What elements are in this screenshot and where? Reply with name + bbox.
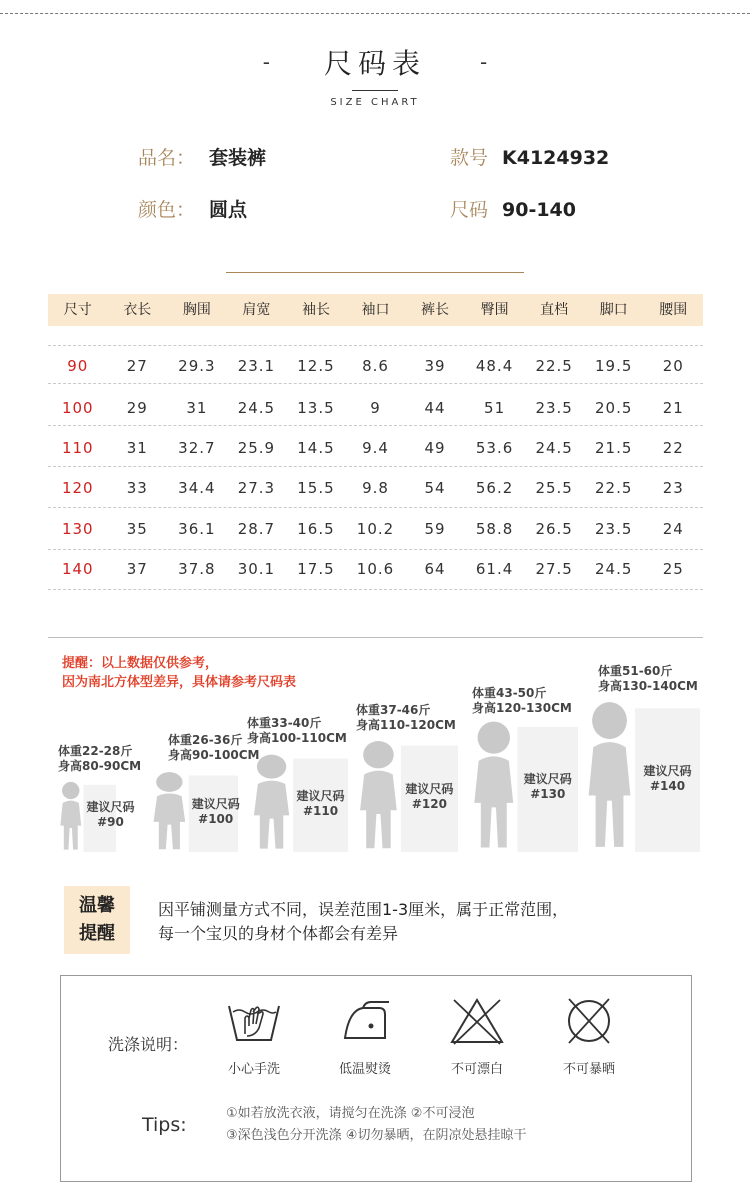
size-range-label: 尺码 bbox=[450, 199, 489, 221]
figure-height: 身高120-130CM bbox=[472, 701, 572, 715]
suggested-size-label: 建议尺码 bbox=[405, 782, 454, 796]
suggested-size bbox=[293, 789, 348, 819]
product-name-field bbox=[138, 143, 266, 170]
care-item-label: 不可漂白 bbox=[450, 1062, 503, 1077]
table-cell: 22.5 bbox=[594, 479, 633, 497]
warm-tip-title-line: 提醒 bbox=[79, 923, 115, 944]
header-cell: 袖口 bbox=[361, 302, 390, 318]
row-divider bbox=[48, 345, 703, 346]
suggested-size-label: 建议尺码 bbox=[643, 764, 692, 778]
table-cell: 24.5 bbox=[237, 399, 276, 417]
style-number-field bbox=[450, 143, 609, 170]
suggested-size-value: #90 bbox=[97, 815, 124, 829]
low-iron-icon bbox=[335, 996, 395, 1046]
suggested-size-value: #140 bbox=[649, 779, 686, 793]
table-cell: 27.5 bbox=[535, 560, 573, 578]
table-cell: 44 bbox=[424, 399, 446, 417]
size-cell: 90 bbox=[67, 357, 89, 375]
table-cell: 58.8 bbox=[475, 520, 514, 538]
table-cell: 25 bbox=[662, 560, 684, 578]
table-cell: 37.8 bbox=[178, 560, 216, 578]
product-name-label: 品名： bbox=[138, 147, 196, 169]
page-title: 尺码表 bbox=[323, 47, 426, 80]
care-item-label: 低温熨烫 bbox=[338, 1062, 391, 1077]
table-cell: 9 bbox=[370, 399, 381, 417]
table-cell: 29.3 bbox=[178, 357, 216, 375]
figure-height: 身高110-120CM bbox=[356, 718, 456, 732]
style-number-value: K4124932 bbox=[502, 147, 610, 169]
table-cell: 53.6 bbox=[475, 439, 514, 457]
size-range-field bbox=[450, 195, 576, 222]
title-block bbox=[0, 42, 750, 108]
suggested-size-value: #110 bbox=[302, 804, 339, 818]
page-subtitle: SIZE CHART bbox=[330, 97, 420, 108]
suggested-size bbox=[84, 800, 138, 830]
size-cell: 100 bbox=[61, 399, 94, 417]
table-cell: 12.5 bbox=[297, 357, 335, 375]
no-tumble-dry-icon bbox=[560, 996, 618, 1046]
table-cell: 9.8 bbox=[362, 479, 389, 497]
header-cell: 臀围 bbox=[480, 302, 509, 318]
table-cell: 54 bbox=[424, 479, 446, 497]
table-cell: 31 bbox=[186, 399, 208, 417]
table-cell: 23.5 bbox=[594, 520, 633, 538]
care-item-low-iron bbox=[320, 996, 410, 1077]
section-divider bbox=[48, 637, 703, 638]
figure-weight: 体重51-60斤 bbox=[598, 664, 673, 678]
figure-caption bbox=[58, 744, 141, 774]
figure-caption bbox=[168, 733, 259, 763]
table-row bbox=[48, 472, 703, 504]
title-underline bbox=[352, 90, 398, 91]
color-label: 颜色： bbox=[138, 199, 196, 221]
table-cell: 24.5 bbox=[594, 560, 633, 578]
table-cell: 25.5 bbox=[535, 479, 573, 497]
table-cell: 34.4 bbox=[178, 479, 216, 497]
warm-tip-title-line: 温馨 bbox=[79, 895, 115, 916]
suggested-size-value: #100 bbox=[198, 812, 234, 826]
table-cell: 19.5 bbox=[594, 357, 633, 375]
table-cell: 17.5 bbox=[297, 560, 335, 578]
table-row bbox=[48, 350, 703, 382]
tips-line: ③深色浅色分开洗涤 ④切勿暴晒，在阴凉处悬挂晾干 bbox=[226, 1128, 527, 1143]
reminder-line: 提醒：以上数据仅供参考， bbox=[62, 656, 219, 671]
table-cell: 21 bbox=[662, 399, 684, 417]
row-divider bbox=[48, 425, 703, 426]
no-bleach-icon bbox=[448, 996, 506, 1046]
table-cell: 36.1 bbox=[178, 520, 216, 538]
figure-weight: 体重33-40斤 bbox=[247, 716, 322, 730]
suggested-size bbox=[189, 797, 243, 827]
table-cell: 59 bbox=[424, 520, 446, 538]
header-cell: 尺寸 bbox=[63, 302, 92, 318]
figure-height: 身高90-100CM bbox=[168, 748, 260, 762]
size-table-header bbox=[48, 294, 703, 326]
size-cell: 130 bbox=[61, 520, 94, 538]
table-cell: 33 bbox=[126, 479, 148, 497]
style-number-label: 款号 bbox=[450, 147, 489, 169]
table-row bbox=[48, 513, 703, 545]
row-divider bbox=[48, 589, 703, 590]
suggested-size-value: #130 bbox=[530, 787, 566, 801]
tips-line: ①如若放洗衣液，请搅匀在洗涤 ②不可浸泡 bbox=[226, 1106, 475, 1121]
reminder-text bbox=[62, 654, 296, 692]
header-cell: 脚口 bbox=[599, 302, 628, 318]
header-cell: 衣长 bbox=[123, 302, 152, 318]
warm-tip-line: 每一个宝贝的身材个体都会有差异 bbox=[158, 924, 399, 943]
warm-tip-text bbox=[158, 898, 568, 946]
table-cell: 64 bbox=[424, 560, 446, 578]
care-item-no-bleach bbox=[432, 996, 522, 1077]
table-cell: 56.2 bbox=[475, 479, 514, 497]
table-cell: 23.1 bbox=[237, 357, 276, 375]
table-cell: 16.5 bbox=[297, 520, 335, 538]
title-dash-left: - bbox=[262, 50, 270, 74]
table-cell: 22 bbox=[662, 439, 684, 457]
size-cell: 140 bbox=[61, 560, 94, 578]
figure-height: 身高100-110CM bbox=[247, 731, 347, 745]
table-cell: 35 bbox=[126, 520, 148, 538]
suggested-size bbox=[518, 772, 578, 802]
header-cell: 直档 bbox=[540, 302, 569, 318]
top-dashed-divider bbox=[0, 13, 750, 14]
section-separator bbox=[226, 272, 524, 273]
color-field bbox=[138, 195, 247, 222]
table-cell: 28.7 bbox=[237, 520, 276, 538]
table-cell: 27 bbox=[126, 357, 148, 375]
table-row bbox=[48, 432, 703, 464]
table-cell: 31 bbox=[126, 439, 148, 457]
figure-weight: 体重26-36斤 bbox=[168, 733, 243, 747]
suggested-size-label: 建议尺码 bbox=[523, 772, 572, 786]
table-cell: 8.6 bbox=[362, 357, 389, 375]
figure-caption bbox=[472, 686, 572, 716]
figure-caption bbox=[356, 703, 456, 733]
size-cell: 110 bbox=[61, 439, 94, 457]
table-cell: 24.5 bbox=[535, 439, 573, 457]
table-row bbox=[48, 392, 703, 424]
tips-label: Tips: bbox=[142, 1114, 187, 1136]
table-cell: 49 bbox=[424, 439, 446, 457]
care-item-no-tumble-dry bbox=[544, 996, 634, 1077]
title-dash-right: - bbox=[480, 50, 488, 74]
suggested-size bbox=[401, 782, 458, 812]
table-cell: 26.5 bbox=[535, 520, 573, 538]
table-cell: 37 bbox=[126, 560, 148, 578]
product-name-value: 套装裤 bbox=[209, 147, 267, 169]
color-value: 圆点 bbox=[209, 199, 248, 221]
hand-wash-icon bbox=[225, 996, 283, 1046]
care-item-hand-wash bbox=[209, 996, 299, 1077]
table-cell: 30.1 bbox=[237, 560, 276, 578]
row-divider bbox=[48, 507, 703, 508]
suggested-size-label: 建议尺码 bbox=[191, 797, 240, 811]
table-cell: 39 bbox=[424, 357, 446, 375]
table-cell: 29 bbox=[126, 399, 148, 417]
row-divider bbox=[48, 549, 703, 550]
table-cell: 24 bbox=[662, 520, 684, 538]
table-cell: 15.5 bbox=[297, 479, 335, 497]
size-range-value: 90-140 bbox=[502, 199, 577, 221]
warm-tip-title bbox=[64, 886, 130, 954]
table-cell: 61.4 bbox=[475, 560, 514, 578]
table-cell: 32.7 bbox=[178, 439, 216, 457]
care-item-label: 不可暴晒 bbox=[562, 1062, 615, 1077]
table-cell: 25.9 bbox=[237, 439, 276, 457]
figure-weight: 体重43-50斤 bbox=[472, 686, 547, 700]
care-item-label: 小心手洗 bbox=[227, 1062, 280, 1077]
table-cell: 20 bbox=[662, 357, 684, 375]
table-cell: 20.5 bbox=[594, 399, 633, 417]
table-cell: 51 bbox=[484, 399, 506, 417]
table-cell: 21.5 bbox=[594, 439, 633, 457]
warm-tip-line: 因平铺测量方式不同，误差范围1-3厘米，属于正常范围， bbox=[158, 900, 569, 919]
header-cell: 胸围 bbox=[182, 302, 211, 318]
figure-caption bbox=[247, 716, 347, 746]
header-cell: 腰围 bbox=[659, 302, 688, 318]
table-cell: 23.5 bbox=[535, 399, 573, 417]
row-divider bbox=[48, 466, 703, 467]
suggested-size-label: 建议尺码 bbox=[86, 800, 135, 814]
table-cell: 10.2 bbox=[356, 520, 395, 538]
suggested-size bbox=[635, 764, 700, 794]
figure-caption bbox=[598, 664, 698, 694]
tips-text bbox=[226, 1103, 526, 1147]
table-cell: 22.5 bbox=[535, 357, 573, 375]
table-cell: 48.4 bbox=[475, 357, 514, 375]
size-cell: 120 bbox=[61, 479, 94, 497]
table-row bbox=[48, 553, 703, 585]
figure-height: 身高80-90CM bbox=[58, 759, 142, 773]
care-label: 洗涤说明： bbox=[108, 1035, 189, 1054]
header-cell: 袖长 bbox=[301, 302, 330, 318]
suggested-size-label: 建议尺码 bbox=[296, 789, 345, 803]
suggested-size-value: #120 bbox=[411, 797, 447, 811]
header-cell: 裤长 bbox=[421, 302, 450, 318]
table-cell: 9.4 bbox=[362, 439, 389, 457]
header-cell: 肩宽 bbox=[242, 302, 271, 318]
table-cell: 27.3 bbox=[237, 479, 276, 497]
figure-weight: 体重22-28斤 bbox=[58, 744, 133, 758]
table-cell: 13.5 bbox=[297, 399, 335, 417]
row-divider bbox=[48, 383, 703, 384]
reminder-line: 因为南北方体型差异，具体请参考尺码表 bbox=[62, 675, 297, 690]
table-cell: 10.6 bbox=[356, 560, 395, 578]
figure-weight: 体重37-46斤 bbox=[356, 703, 431, 717]
figure-height: 身高130-140CM bbox=[598, 679, 698, 693]
table-cell: 14.5 bbox=[297, 439, 335, 457]
table-cell: 23 bbox=[662, 479, 684, 497]
